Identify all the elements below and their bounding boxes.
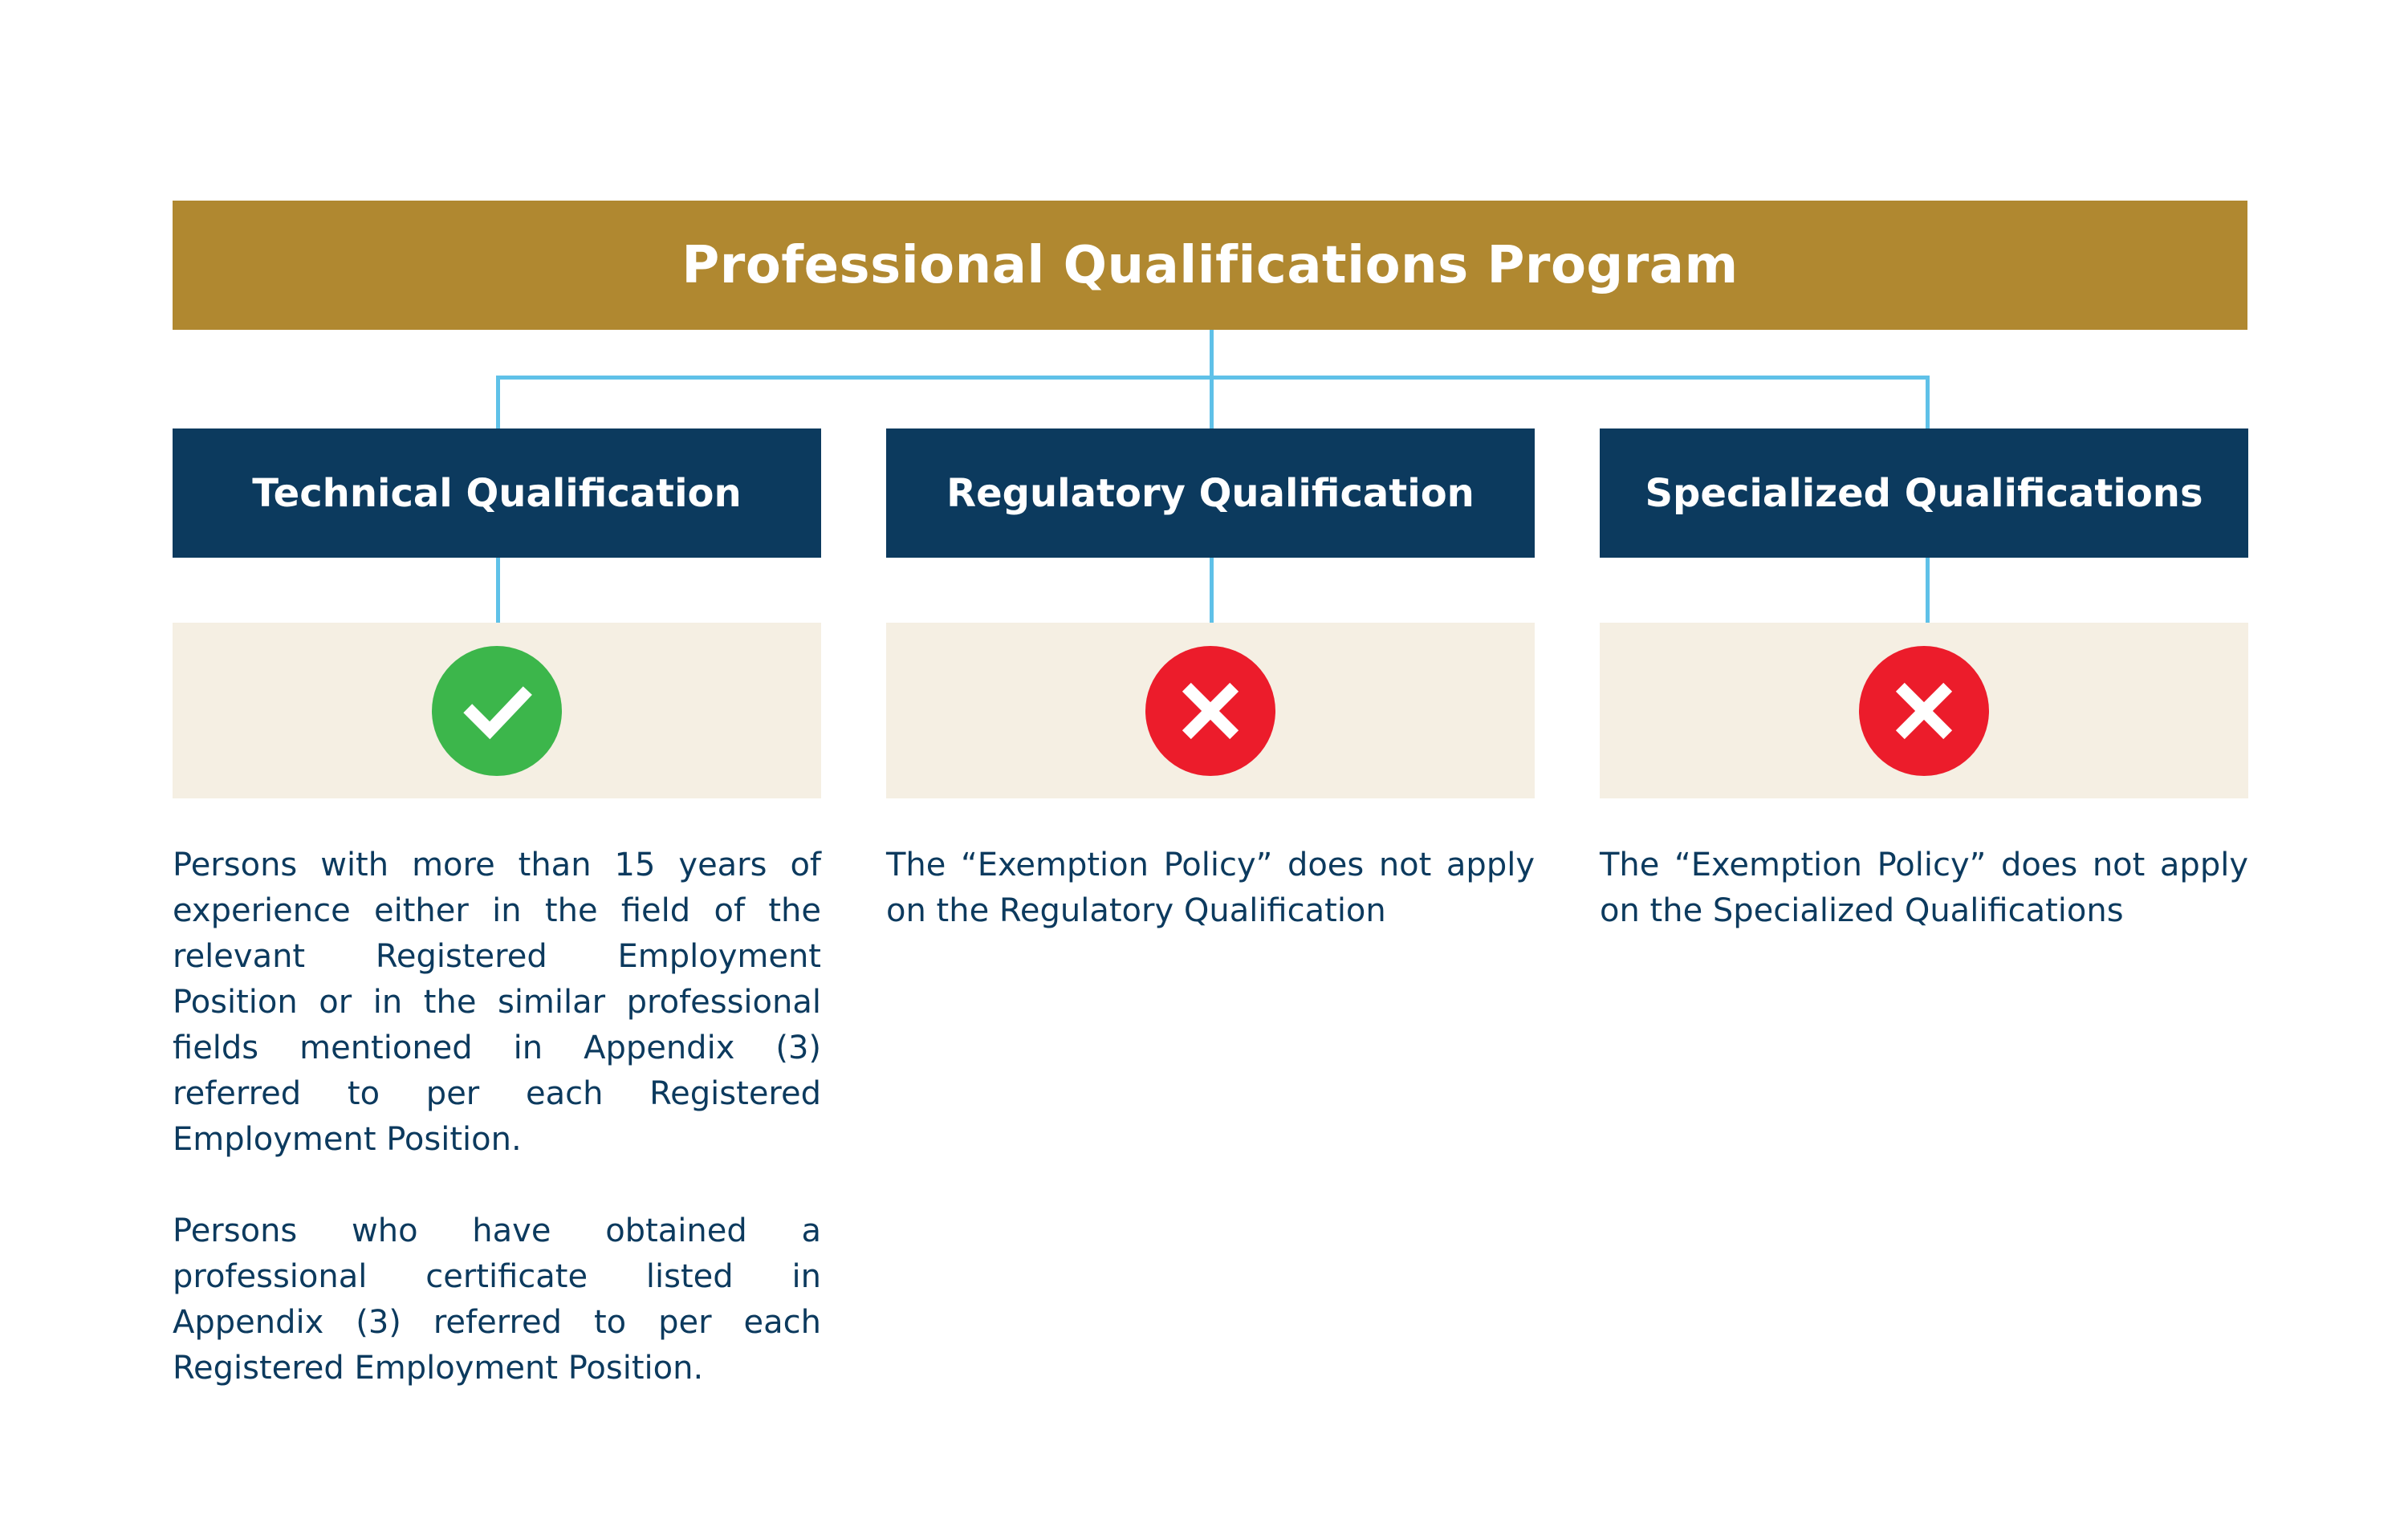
connector-status-regulatory [1210,558,1214,623]
category-title: Specialized Qualifications [1645,470,2203,516]
status-panel-regulatory [886,623,1535,798]
description-specialized [1600,843,2248,934]
connector-branch-regulatory [1210,376,1214,428]
connector-status-specialized [1926,558,1930,623]
program-header [173,201,2247,330]
category-title: Regulatory Qualification [946,470,1474,516]
connector-branch-technical [496,376,500,428]
status-panel-specialized [1600,623,2248,798]
description-paragraph: The “Exemption Policy” does not apply on the Specialized Qualifications [1600,847,2248,929]
check-icon [432,646,562,776]
category-title: Technical Qualification [252,470,742,516]
close-icon [1145,646,1275,776]
description-paragraph: Persons with more than 15 years of experience either in the field of the relevant Registered Employment Position or in the similar professional fields mentioned in Appendix (3) referred to per each Registered Employment Position. [173,847,821,1158]
category-regulatory [886,428,1535,558]
category-technical [173,428,821,558]
description-technical [173,843,821,1391]
description-regulatory [886,843,1535,934]
status-panel-technical [173,623,821,798]
description-paragraph: Persons who have obtained a professional certificate listed in Appendix (3) referred to per each Registered Employment Position. [173,1212,821,1387]
connector-status-technical [496,558,500,623]
connector-branch-specialized [1926,376,1930,428]
category-specialized [1600,428,2248,558]
program-title: Professional Qualifications Program [681,235,1739,295]
connector-trunk [1210,330,1214,380]
description-paragraph: The “Exemption Policy” does not apply on the Regulatory Qualification [886,847,1535,929]
close-icon [1859,646,1989,776]
